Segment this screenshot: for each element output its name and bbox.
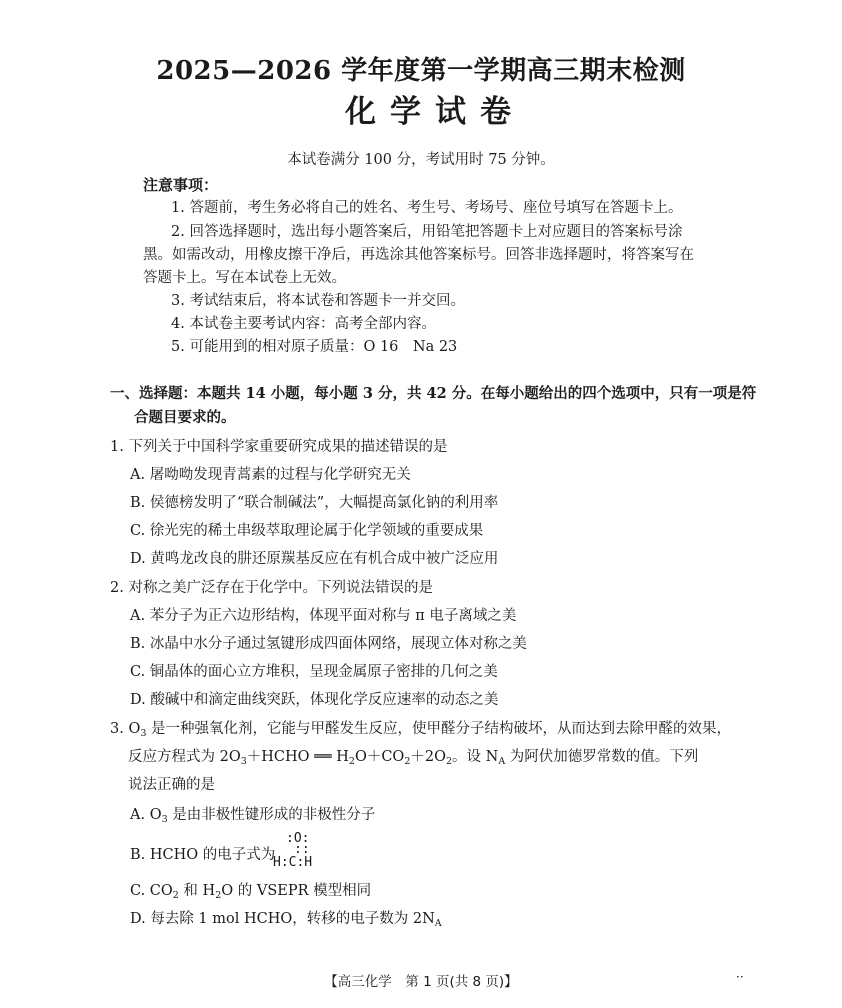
lewis-double-bond: :: [294, 842, 310, 857]
q1-option-b: B. 侯德榜发明了“联合制碱法”，大幅提高氯化钠的利用率 [130, 495, 499, 511]
q3-stem-line-1 [110, 719, 731, 741]
q3-c-text-c: O 的 VSEPR 模型相同 [221, 883, 372, 899]
page-footer: 【高三化学 第 1 页(共 8 页)】 [324, 974, 518, 990]
q2-option-c: C. 铜晶体的面心立方堆积，呈现金属原子密排的几何之美 [130, 664, 498, 680]
note-4: 4. 本试卷主要考试内容：高考全部内容。 [171, 316, 436, 332]
q1-option-c: C. 徐光宪的稀土串级萃取理论属于化学领域的重要成果 [130, 523, 484, 539]
q3-c-sub-2: 2 [215, 890, 222, 901]
q2-option-a: A. 苯分子为正六边形结构，体现平面对称与 π 电子离域之美 [130, 608, 517, 624]
note-2-line-1: 2. 回答选择题时，选出每小题答案后，用铅笔把答题卡上对应题目的答案标号涂 [171, 224, 683, 240]
q3-stem2-text-c: O＋CO [354, 749, 405, 765]
q3-stem2-sub-2: 2 [348, 756, 355, 767]
q3-stem2-sub-1: 3 [240, 756, 247, 767]
hcho-lewis-structure [273, 832, 333, 874]
q3-a-text-a: A. O [130, 807, 162, 823]
lewis-oxygen: :O: [286, 831, 310, 846]
note-5: 5. 可能用到的相对原子质量：O 16 Na 23 [171, 339, 458, 355]
q1-stem: 1. 下列关于中国科学家重要研究成果的描述错误的是 [110, 439, 448, 455]
note-2-line-2: 黑。如需改动，用橡皮擦干净后，再选涂其他答案标号。回答非选择题时，将答案写在 [143, 247, 694, 263]
q3-stem1-text-b: 是一种强氧化剂，它能与甲醛发生反应，使甲醛分子结构破坏，从而达到去除甲醛的效果， [146, 721, 731, 737]
exam-title: 2025—2026 学年度第一学期高三期末检测 [156, 56, 686, 86]
q3-stem1-text-a: 3. O [110, 721, 141, 737]
q3-c-text-b: 和 H [178, 883, 216, 899]
lewis-h-c-h: H:C:H [273, 855, 313, 870]
section-heading-line-1: 一、选择题：本题共 14 小题，每小题 3 分，共 42 分。在每小题给出的四个选项中，只有一项是符 [110, 385, 757, 402]
q3-stem2-text-f: 为阿伏加德罗常数的值。下列 [505, 749, 699, 765]
subject-title: 化学试卷 [345, 94, 525, 130]
q3-stem2-sub-5: A [498, 756, 506, 767]
notes-heading: 注意事项： [143, 176, 219, 194]
q3-option-d [130, 909, 442, 931]
q3-c-sub-1: 2 [172, 890, 179, 901]
q3-option-b: B. HCHO 的电子式为 [130, 847, 276, 863]
q3-stem-line-2 [128, 747, 698, 769]
q3-d-subscript: A [434, 918, 442, 929]
note-3: 3. 考试结束后，将本试卷和答题卡一并交回。 [171, 293, 465, 309]
q2-option-d: D. 酸碱中和滴定曲线突跃，体现化学反应速率的动态之美 [130, 692, 499, 708]
q3-stem2-sub-3: 2 [404, 756, 411, 767]
q3-a-text-b: 是由非极性键形成的非极性分子 [167, 807, 376, 823]
q3-option-c [130, 881, 371, 903]
note-2-line-3: 答题卡上。写在本试卷上无效。 [143, 270, 346, 286]
q3-stem-line-3: 说法正确的是 [128, 777, 215, 793]
q3-stem1-subscript: 3 [140, 728, 147, 739]
q3-stem2-text-b: ＋HCHO ══ H [246, 749, 349, 765]
note-1: 1. 答题前，考生务必将自己的姓名、考生号、考场号、座位号填写在答题卡上。 [171, 200, 683, 216]
q2-option-b: B. 冰晶中水分子通过氢键形成四面体网络，展现立体对称之美 [130, 636, 527, 652]
q3-c-text-a: C. CO [130, 883, 173, 899]
section-heading-line-2: 合题目要求的。 [134, 409, 236, 426]
q2-stem: 2. 对称之美广泛存在于化学中。下列说法错误的是 [110, 580, 433, 596]
exam-info: 本试卷满分 100 分，考试用时 75 分钟。 [287, 152, 555, 168]
q3-stem2-text-a: 反应方程式为 2O [128, 749, 241, 765]
q3-d-text: D. 每去除 1 mol HCHO，转移的电子数为 2N [130, 911, 435, 927]
footer-mark: ·· [736, 970, 744, 984]
q3-stem2-text-e: 。设 N [452, 749, 499, 765]
q3-stem2-sub-4: 2 [445, 756, 453, 767]
q3-stem2-text-d: ＋2O [410, 749, 446, 765]
q3-a-subscript: 3 [161, 814, 168, 825]
q3-option-a [130, 805, 375, 827]
q1-option-d: D. 黄鸣龙改良的肼还原羰基反应在有机合成中被广泛应用 [130, 551, 499, 567]
q1-option-a: A. 屠呦呦发现青蒿素的过程与化学研究无关 [130, 467, 411, 483]
